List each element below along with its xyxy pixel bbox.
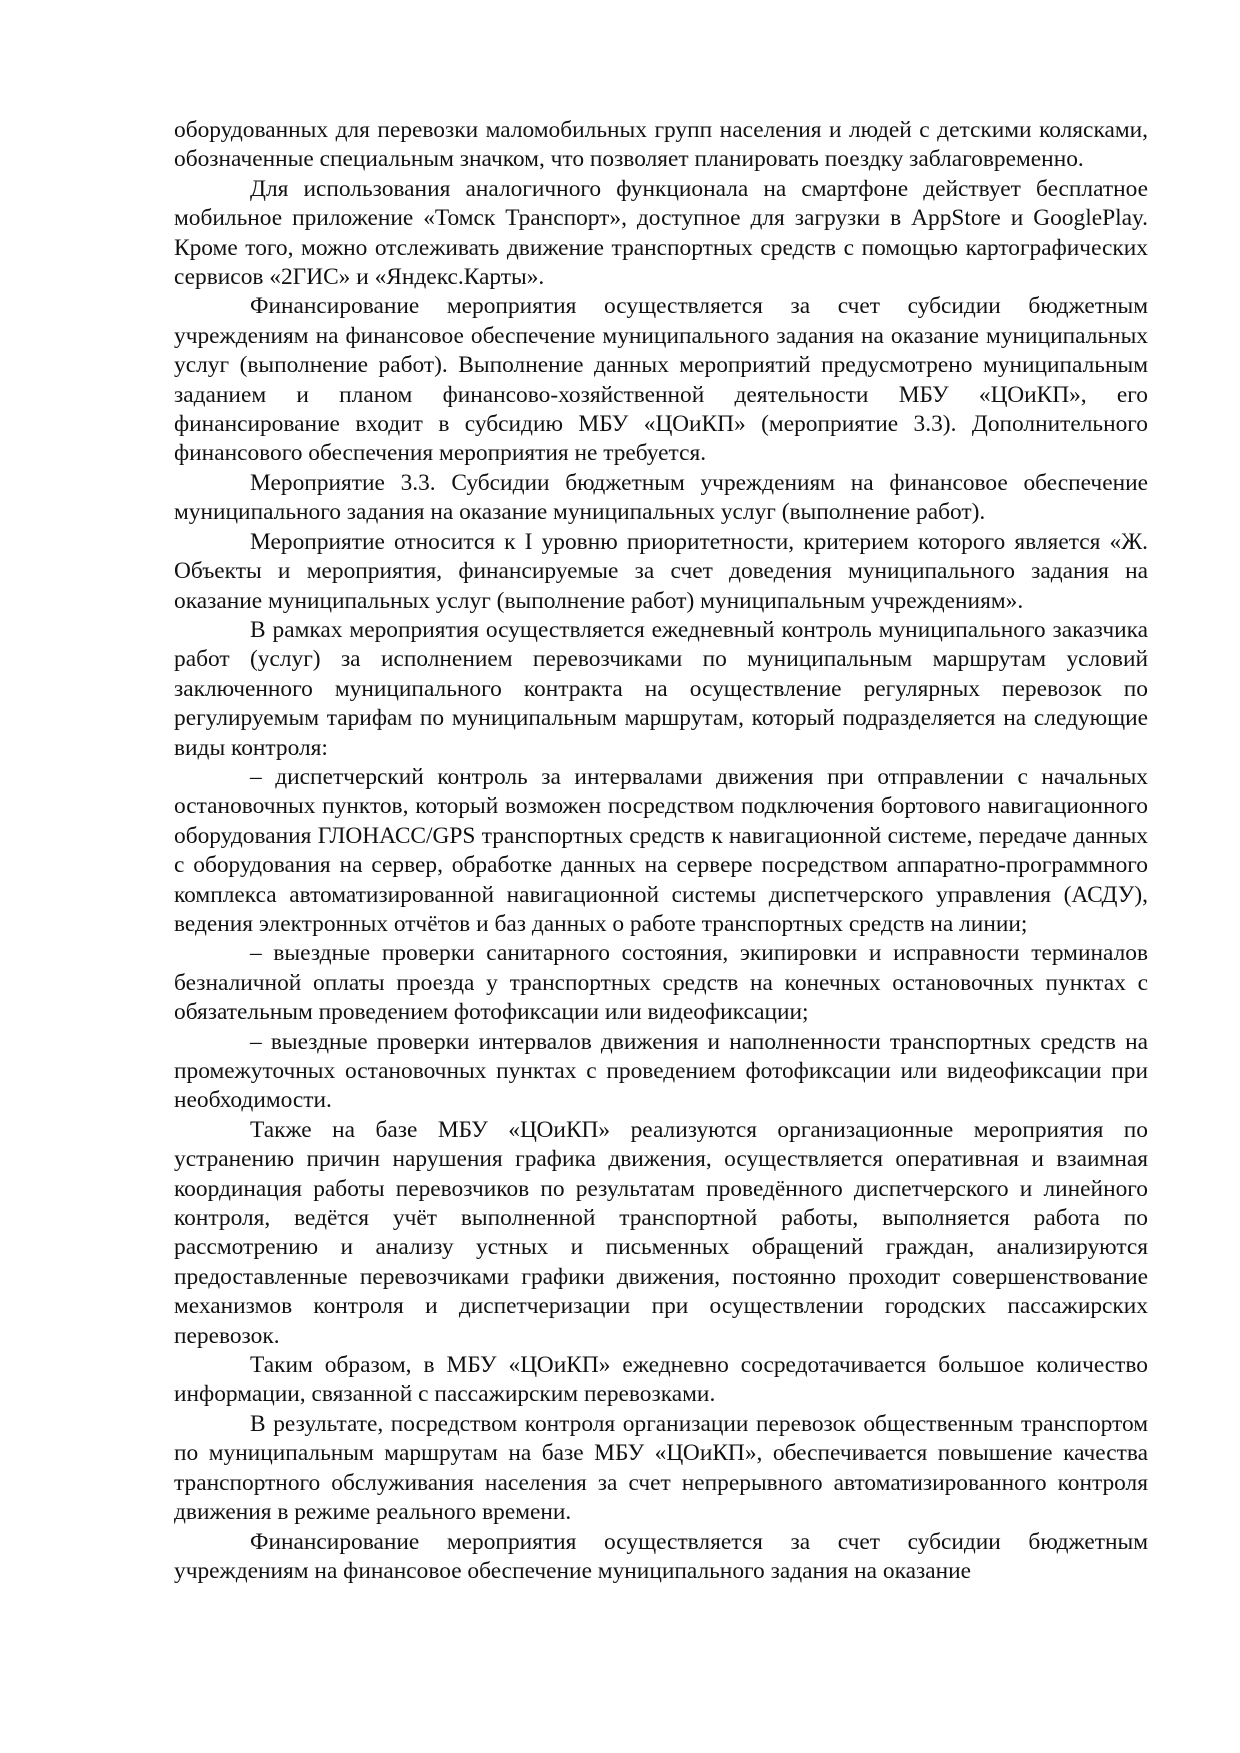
list-item-sanitary-checks: – выездные проверки санитарного состояния, экипировки и исправности терминалов безналичной оплаты проезда у транспортных средств на конечных остановочных пунктах с обязательным проведением фотофиксации или видеофиксации; [174,940,1148,1026]
paragraph-organizational-measures: Также на базе МБУ «ЦОиКП» реализуются организационные мероприятия по устранению причин нарушения графика движения, осуществляется оперативная и взаимная координация работы перевозчиков по результатам проведённого диспетчерского и линейного контроля, ведётся учёт выполненной транспортной работы, выполняется работа по рассмотрению и анализу устных и письменных обращений граждан, анализируются предоставленные перевозчиками графики движения, постоянно проходит совершенствование механизмов контроля и диспетчеризации при осуществлении городских пассажирских перевозок. [174,1116,1148,1349]
paragraph-information: Таким образом, в МБУ «ЦОиКП» ежедневно сосредотачивается большое количество информации, связанной с пассажирским перевозками. [174,1352,1148,1408]
paragraph-mobile-app: Для использования аналогичного функционала на смартфоне действует бесплатное мобильное приложение «Томск Транспорт», доступное для загрузки в AppStore и GooglePlay. Кроме того, можно отслеживать движение транспортных средств с помощью картографических сервисов «2ГИС» и «Яндекс.Карты». [174,175,1148,291]
list-item-interval-checks: – выездные проверки интервалов движения и наполненности транспортных средств на промежуточных остановочных пунктах с проведением фотофиксации или видеофиксации при необходимости. [174,1028,1148,1114]
paragraph-result: В результате, посредством контроля организации перевозок общественным транспортом по муниципальным маршрутам на базе МБУ «ЦОиКП», обеспечивается повышение качества транспортного обслуживания населения за счет непрерывного автоматизированного контроля движения в режиме реального времени. [174,1410,1148,1526]
paragraph-financing-2: Финансирование мероприятия осуществляется за счет субсидии бюджетным учреждениям на финансовое обеспечение муниципального задания на оказание [174,1528,1148,1584]
paragraph-financing-1: Финансирование мероприятия осуществляется за счет субсидии бюджетным учреждениям на финансовое обеспечение муниципального задания на оказание муниципальных услуг (выполнение работ). Выполнение данных мероприятий предусмотрено муниципальным заданием и планом финансово-хозяйственной деятельности МБУ «ЦОиКП», его финансирование входит в субсидию МБУ «ЦОиКП» (мероприятие 3.3). Дополнительного финансового обеспечения мероприятия не требуется. [174,293,1148,467]
list-item-dispatch-control: – диспетчерский контроль за интервалами движения при отправлении с начальных остановочных пунктов, который возможен посредством подключения бортового навигационного оборудования ГЛОНАСС/GPS транспортных средств к навигационной системе, передаче данных с оборудования на сервер, обработке данных на сервере посредством аппаратно-программного комплекса автоматизированной навигационной системы диспетчерского управления (АСДУ), ведения электронных отчётов и баз данных о работе транспортных средств на линии; [174,763,1148,937]
paragraph-continuation: оборудованных для перевозки маломобильных групп населения и людей с детскими колясками, обозначенные специальным значком, что позволяет планировать поездку заблаговременно. [174,117,1148,173]
document-body [174,116,1148,1586]
paragraph-control-intro: В рамках мероприятия осуществляется ежедневный контроль муниципального заказчика работ (услуг) за исполнением перевозчиками по муниципальным маршрутам условий заключенного муниципального контракта на осуществление регулярных перевозок по регулируемым тарифам по муниципальным маршрутам, который подразделяется на следующие виды контроля: [174,616,1148,761]
paragraph-priority: Мероприятие относится к I уровню приоритетности, критерием которого является «Ж. Объекты и мероприятия, финансируемые за счет доведения муниципального задания на оказание муниципальных услуг (выполнение работ) муниципальным учреждениям». [174,528,1148,614]
paragraph-measure-3-3: Мероприятие 3.3. Субсидии бюджетным учреждениям на финансовое обеспечение муниципального задания на оказание муниципальных услуг (выполнение работ). [174,469,1148,526]
